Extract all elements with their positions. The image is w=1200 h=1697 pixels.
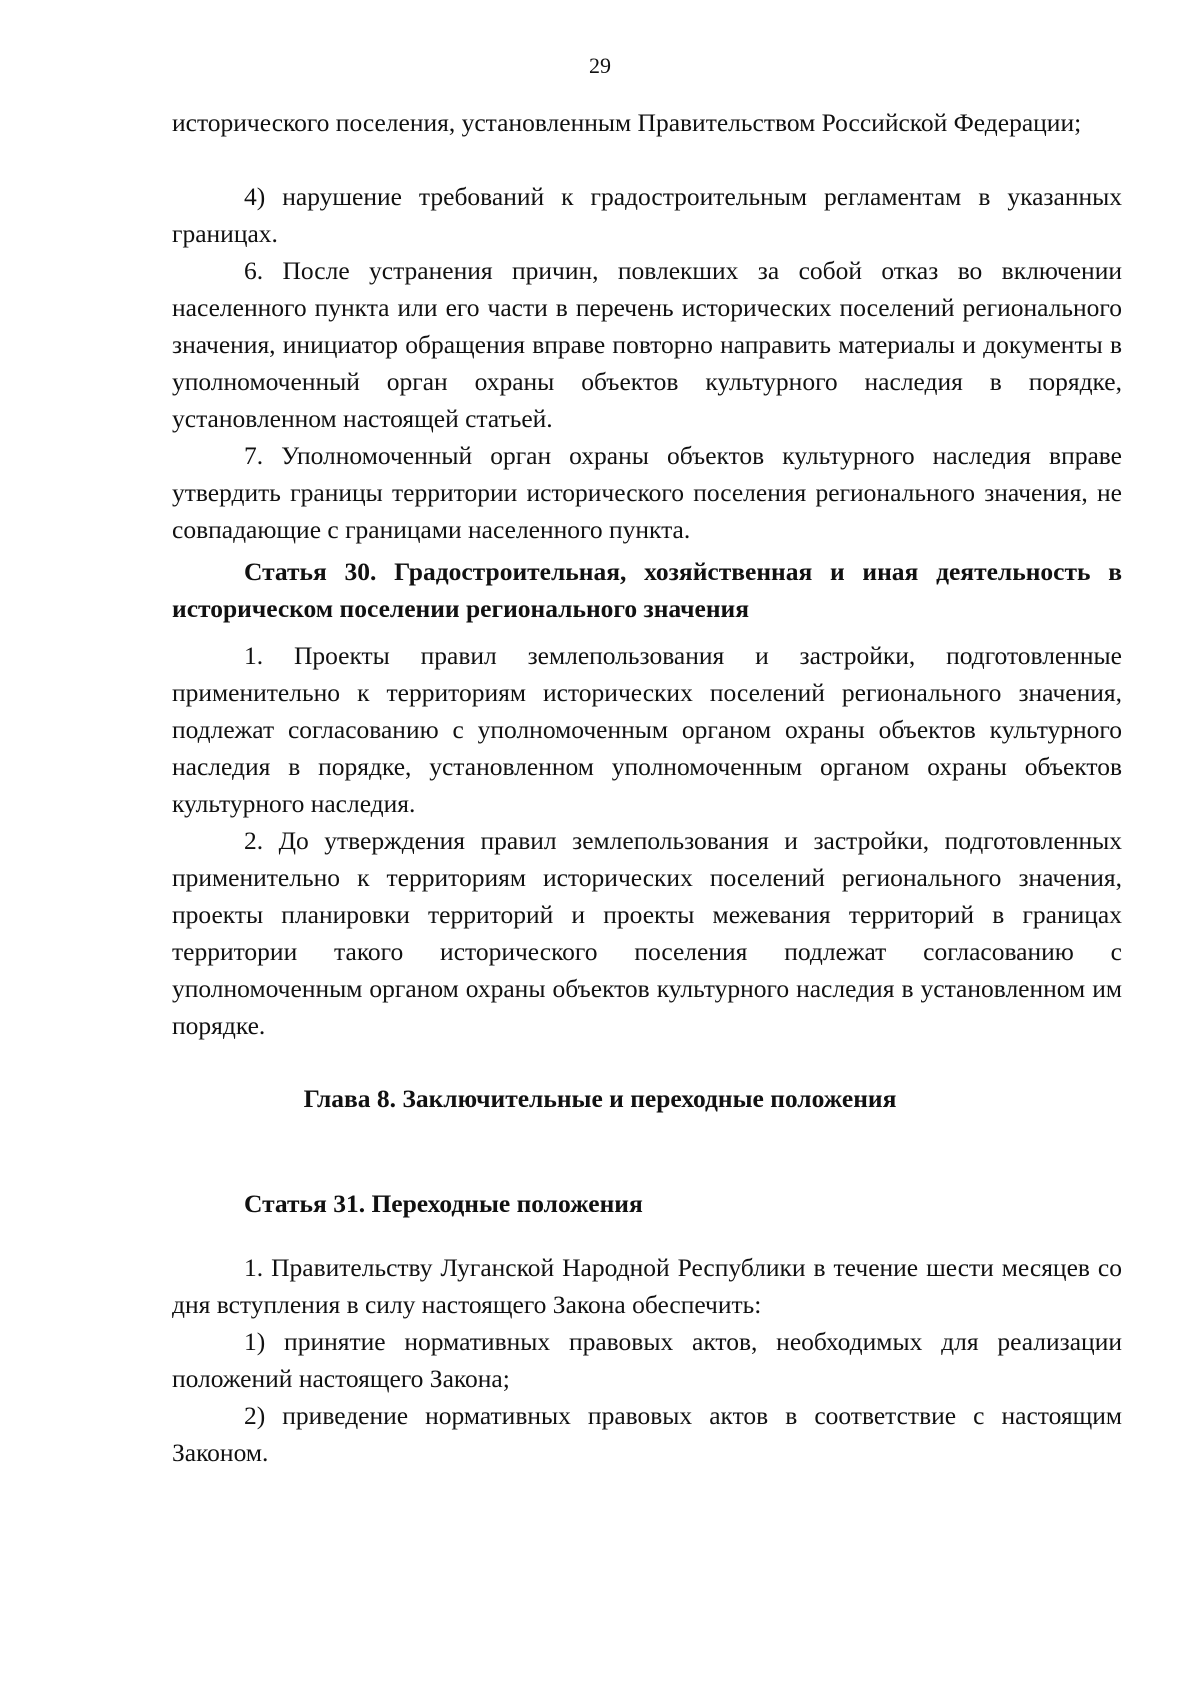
article-31-item-1: 1) принятие нормативных правовых актов, необходимых для реализации положений настоящего Закона; <box>172 1327 1122 1393</box>
article-30-heading: Статья 30. Градостроительная, хозяйственная и иная деятельность в историческом поселении регионального значения <box>172 557 1122 623</box>
article-30-paragraph-1: 1. Проекты правил землепользования и застройки, подготовленные применительно к территориям исторических поселений регионального значения, подлежат согласованию с уполномоченным органом охраны объектов культурного наследия в порядке, установленном уполномоченным органом охраны объектов культурного наследия. <box>172 641 1122 818</box>
page-number: 29 <box>589 53 611 78</box>
paragraph-continuation: исторического поселения, установленным Правительством Российской Федерации; <box>172 108 1082 137</box>
article-31-paragraph-1: 1. Правительству Луганской Народной Республики в течение шести месяцев со дня вступления в силу настоящего Закона обеспечить: <box>172 1253 1122 1319</box>
chapter-8-heading: Глава 8. Заключительные и переходные положения <box>303 1084 897 1113</box>
paragraph-7: 7. Уполномоченный орган охраны объектов культурного наследия вправе утвердить границы территории исторического поселения регионального значения, не совпадающие с границами населенного пункта. <box>172 441 1122 544</box>
article-30-paragraph-2: 2. До утверждения правил землепользования и застройки, подготовленных применительно к территориям исторических поселений регионального значения, проекты планировки территорий и проекты межевания территорий в границах территории такого исторического поселения подлежат согласованию с уполномоченным органом охраны объектов культурного наследия в установленном им порядке. <box>172 826 1122 1040</box>
paragraph-6: 6. После устранения причин, повлекших за собой отказ во включении населенного пункта или его части в перечень исторических поселений регионального значения, инициатор обращения вправе повторно направить материалы и документы в уполномоченный орган охраны объектов культурного наследия в порядке, установленном настоящей статьей. <box>172 256 1122 433</box>
list-item-4: 4) нарушение требований к градостроительным регламентам в указанных границах. <box>172 182 1122 248</box>
article-31-heading: Статья 31. Переходные положения <box>244 1189 643 1218</box>
article-31-item-2: 2) приведение нормативных правовых актов в соответствие с настоящим Законом. <box>172 1401 1122 1467</box>
